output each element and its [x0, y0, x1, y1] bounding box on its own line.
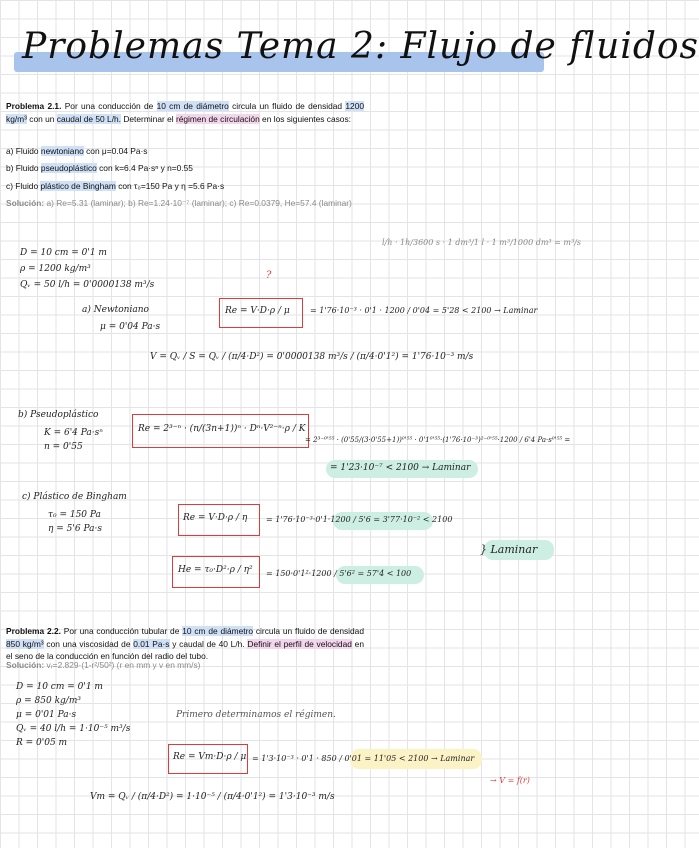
case-b-k: K = 6'4 Pa·sⁿ [44, 428, 103, 438]
highlight-text: 1200 kg/m³ [6, 101, 365, 124]
statement-text: circula un fluido de densidad [228, 101, 346, 111]
solution-label: Solución: [6, 198, 45, 208]
highlight-text: 850 kg/m³ [6, 638, 44, 649]
hedstrom-calculation: = 150·0'1²·1200 / 5'6² = 57'4 < 100 [266, 569, 412, 578]
case-c-tau: τ₀ = 150 Pa [48, 510, 101, 520]
problem-2-2-solution [6, 659, 364, 672]
case-c-eta: η = 5'6 Pa·s [48, 524, 102, 534]
case-c [6, 180, 364, 193]
highlight-text: newtoniano [40, 146, 84, 156]
highlight-text: 10 cm de diámetro [156, 101, 229, 111]
case-b-n: n = 0'55 [44, 442, 83, 452]
given-flow: Qᵥ = 50 l/h = 0'0000138 m³/s [20, 280, 155, 290]
highlight-text: régimen de circulación [175, 113, 260, 124]
reynolds-formula: Re = Vm·D·ρ / μ [173, 752, 247, 762]
case-b-title: b) Pseudoplástico [18, 410, 99, 420]
case-text: a) Fluido [6, 146, 41, 156]
given-density: ρ = 1200 kg/m³ [20, 264, 91, 274]
highlight-text: caudal de 50 L/h. [56, 113, 122, 124]
velocity-calculation: V = Qᵥ / S = Qᵥ / (π/4·D²) = 0'0000138 m³/s / (π/4·0'1²) = 1'76·10⁻³ m/s [150, 352, 474, 362]
given-density: ρ = 850 kg/m³ [16, 696, 81, 706]
case-text: con μ=0.04 Pa·s [83, 146, 148, 156]
problem-2-1-solution [6, 197, 364, 210]
hedstrom-formula: He = τ₀·D²·ρ / η² [178, 565, 253, 575]
statement-text: en los siguientes casos: [259, 113, 351, 124]
case-text: b) Fluido [6, 163, 41, 173]
bingham-reynolds-calculation: = 1'76·10⁻³·0'1·1200 / 5'6 = 3'77·10⁻² < 2100 [266, 515, 453, 524]
given-flow: Qᵥ = 40 l/h = 1·10⁻⁵ m³/s [16, 724, 131, 734]
given-diameter: D = 10 cm = 0'1 m [16, 682, 103, 692]
highlight-text: pseudoplástico [40, 163, 97, 173]
problem-2-2-statement [6, 625, 364, 663]
given-radius: R = 0'05 m [16, 738, 68, 748]
pseudoplastic-result: = 1'23·10⁻⁷ < 2100 → Laminar [330, 463, 471, 473]
first-step-note: Primero determinamos el régimen. [176, 710, 336, 720]
solution-text: a) Re=5.31 (laminar); b) Re=1.24·10⁻⁷ (laminar); c) Re=0.0379, He=57.4 (laminar) [44, 198, 352, 208]
unit-conversion: l/h · 1h/3600 s · 1 dm³/1 l · 1 m³/1000 dm³ = m³/s [382, 238, 581, 247]
bingham-conclusion: } Laminar [480, 543, 538, 556]
highlight-text: Definir el perfil de velocidad [247, 638, 352, 649]
statement-text: Determinar el [121, 113, 176, 124]
statement-text: y caudal de 40 L/h. [169, 638, 248, 649]
problem-label: Problema 2.2. [6, 626, 61, 636]
reynolds-calculation: = 1'3·10⁻³ · 0'1 · 850 / 0'01 = 11'05 < 2100 → Laminar [252, 754, 475, 763]
highlight-text: plástico de Bingham [40, 181, 116, 191]
case-text: con τ₀=150 Pa y η =5.6 Pa·s [115, 181, 225, 191]
case-a-title: a) Newtoniano [82, 305, 149, 315]
bingham-reynolds-formula: Re = V·D·ρ / η [183, 513, 248, 523]
reynolds-formula: Re = V·D·ρ / μ [225, 306, 290, 316]
case-b [6, 162, 364, 175]
given-diameter: D = 10 cm = 0'1 m [20, 248, 107, 258]
case-a [6, 145, 364, 158]
solution-text: vᵣ=2.829·(1-r²/50²) (r en mm y v en mm/s) [44, 660, 201, 670]
given-viscosity: μ = 0'01 Pa·s [16, 710, 77, 720]
page-title: Problemas Tema 2: Flujo de fluidos [22, 26, 699, 67]
mean-velocity-calculation: Vm = Qᵥ / (π/4·D²) = 1·10⁻⁵ / (π/4·0'1²) = 1'3·10⁻³ m/s [90, 792, 335, 802]
statement-text: en el seno de la conducción en función del radio del tubo. [6, 638, 364, 661]
highlight-text: 10 cm de diámetro [182, 626, 254, 636]
statement-text: Por una conducción de [64, 101, 157, 111]
problem-2-1-statement [6, 100, 364, 125]
highlight-text: 0.01 Pa·s [133, 638, 170, 649]
case-a-viscosity: μ = 0'04 Pa·s [100, 322, 161, 332]
statement-text: con un [26, 113, 57, 124]
statement-text: circula un fluido de densidad [253, 626, 364, 636]
pseudoplastic-calculation: = 2³⁻⁰'⁵⁵ · (0'55/(3·0'55+1))⁰'⁵⁵ · 0'1⁰'⁵⁵·(1'76·10⁻³)²⁻⁰'⁵⁵·1200 / 6'4 Pa·s⁰'⁵⁵ = [305, 436, 571, 444]
reynolds-calculation: = 1'76·10⁻³ · 0'1 · 1200 / 0'04 = 5'28 < 2100 → Laminar [310, 306, 538, 315]
case-text: c) Fluido [6, 181, 41, 191]
solution-label: Solución: [6, 660, 45, 670]
statement-text: Por una conducción tubular de [60, 626, 183, 636]
problem-label: Problema 2.1. [6, 101, 62, 111]
case-text: con k=6.4 Pa·sⁿ y n=0.55 [96, 163, 193, 173]
case-c-title: c) Plástico de Bingham [22, 492, 127, 502]
statement-text: con una viscosidad de [43, 638, 134, 649]
question-mark: ? [266, 270, 272, 281]
pseudoplastic-formula: Re = 2³⁻ⁿ · (n/(3n+1))ⁿ · Dⁿ·V²⁻ⁿ·ρ / K [138, 424, 306, 434]
velocity-profile-note: → V = f(r) [490, 776, 530, 785]
